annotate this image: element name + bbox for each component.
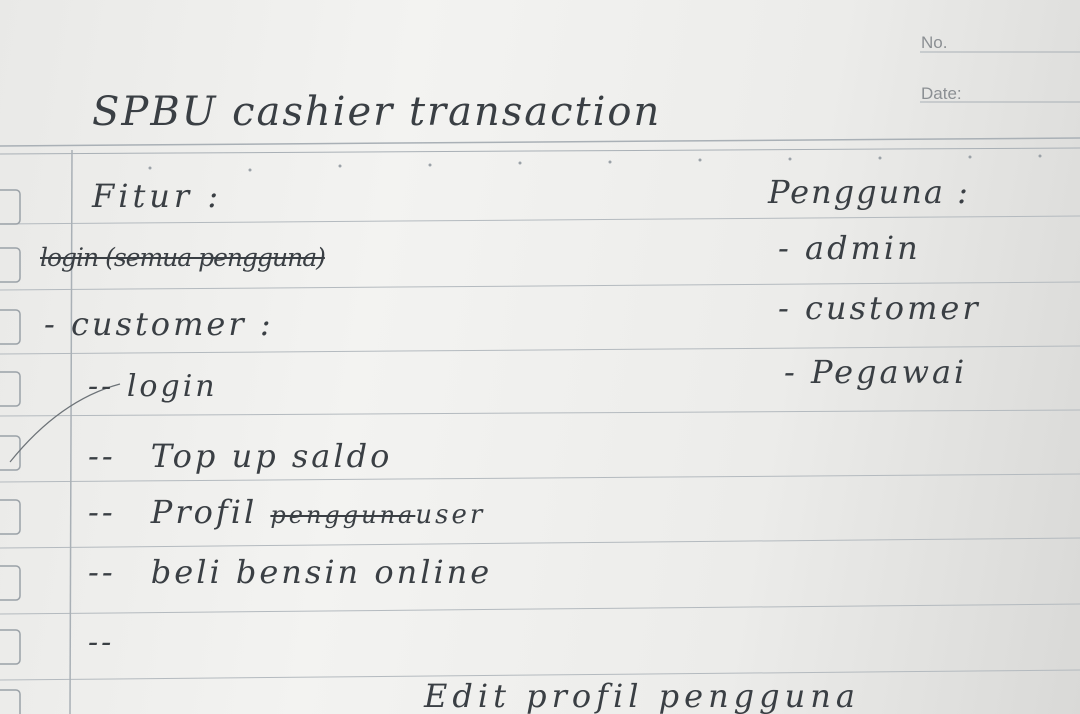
date-label: Date: [921, 84, 962, 103]
page-title: SPBU cashier transaction [92, 89, 662, 135]
list-item-text: Profil [150, 493, 258, 531]
users-heading: Pengguna : [768, 173, 970, 211]
replacement-word: user [415, 500, 486, 530]
list-item [88, 625, 115, 660]
list-item-prefix: -- [88, 625, 115, 660]
customer-label: - customer : [44, 305, 274, 343]
features-heading: Fitur : [92, 177, 223, 215]
list-item [88, 553, 493, 591]
user-role-item: - Pegawai [784, 353, 968, 391]
edit-profile-line: Edit profil pengguna [424, 677, 860, 714]
list-item [88, 369, 218, 404]
list-item-prefix: -- [88, 369, 115, 404]
no-label: No. [921, 33, 948, 52]
list-item-prefix: -- [88, 553, 116, 591]
list-item-text: Top up saldo [150, 437, 393, 475]
user-role-item: - admin [778, 229, 921, 267]
list-item-text: login [126, 369, 218, 404]
list-item [88, 493, 486, 531]
list-item [88, 437, 393, 475]
list-item-prefix: -- [88, 437, 116, 475]
struck-word: pengguna [270, 501, 416, 529]
struck-login-item: login (semua pengguna) [40, 243, 325, 272]
list-item-text: beli bensin online [150, 553, 493, 591]
list-item-prefix: -- [88, 493, 116, 531]
user-role-item: - customer [778, 289, 981, 327]
